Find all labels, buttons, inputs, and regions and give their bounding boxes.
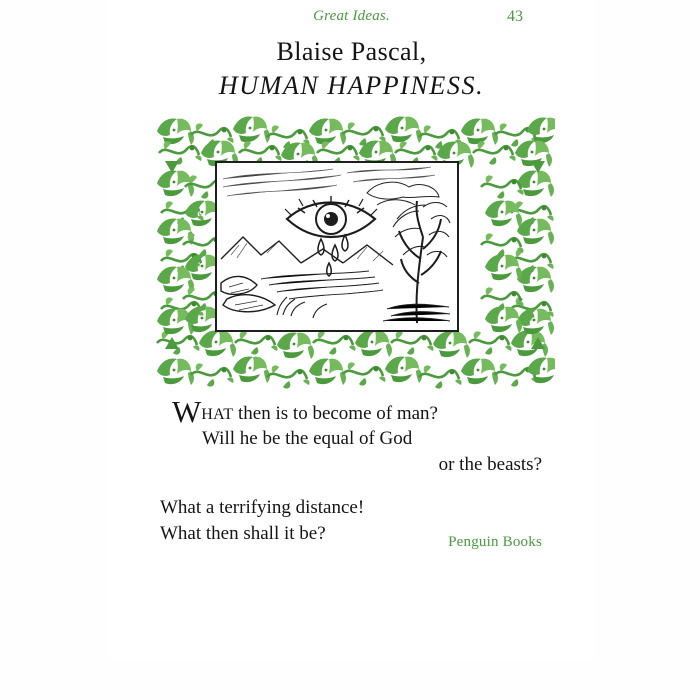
illustration-area: [155, 113, 555, 393]
verse-line-5: What then shall it be?: [160, 522, 326, 544]
verse-first: [160, 394, 550, 477]
verse-line-4: What a terrifying distance!: [160, 497, 365, 519]
verse-line-1-smallcaps: HAT: [201, 406, 234, 423]
verse-line-1-rest: then is to become of man?: [233, 403, 438, 424]
page-number: 43: [507, 8, 523, 25]
author-name: Blaise Pascal,: [276, 37, 427, 66]
verse-line-1: [160, 394, 550, 429]
title-block: [108, 36, 595, 101]
verse-line-3: or the beasts?: [438, 454, 542, 476]
page-sheet: [108, 0, 595, 660]
verse-line-2: Will he be the equal of God: [202, 428, 413, 450]
weeping-eye-over-landscape-woodcut-icon: [215, 161, 459, 332]
running-head-title: Great Ideas.: [313, 8, 390, 24]
work-title: HUMAN HAPPINESS.: [218, 70, 485, 100]
publisher-imprint: Penguin Books: [448, 534, 542, 550]
body-text: [160, 394, 550, 550]
drop-capital: W: [172, 394, 202, 429]
running-head: [108, 8, 595, 30]
